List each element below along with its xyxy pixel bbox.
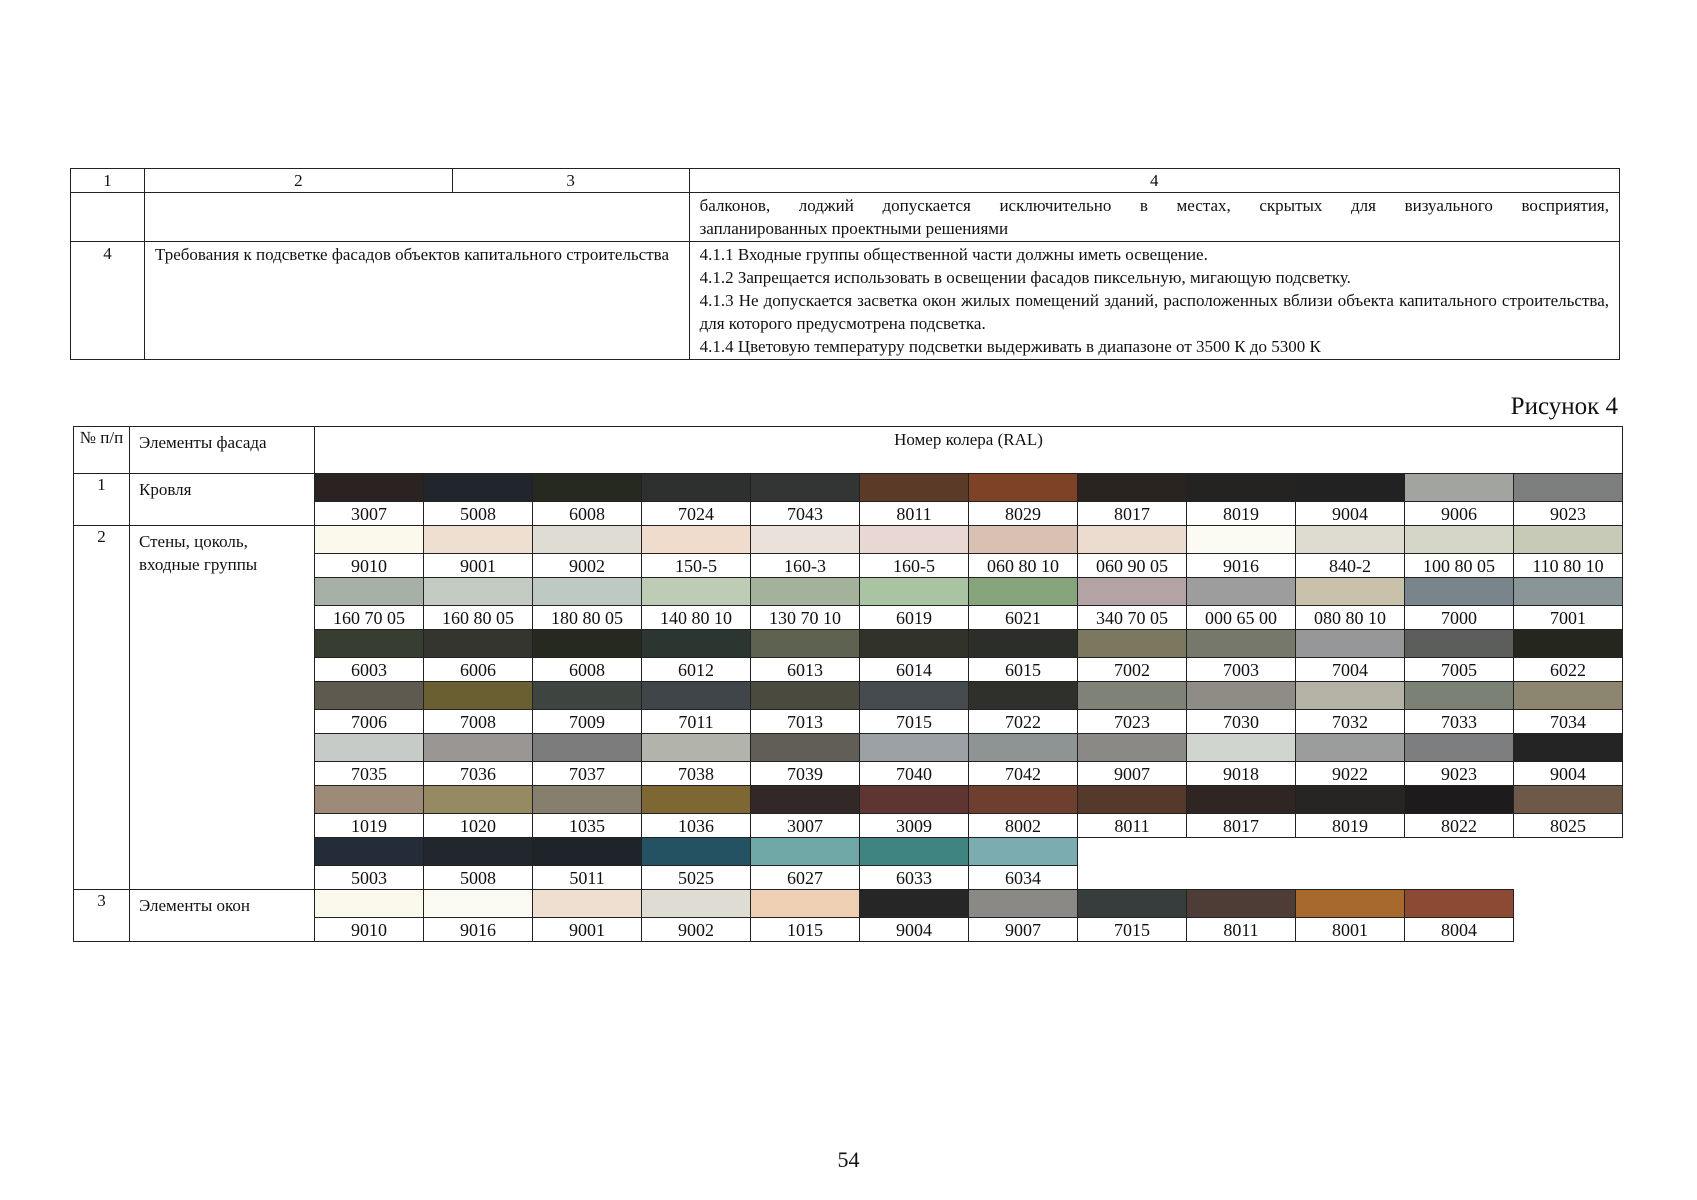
ral-code: 8001 xyxy=(1296,918,1405,942)
color-swatch xyxy=(1078,786,1187,814)
color-swatch xyxy=(1405,526,1514,554)
ral-code: 7000 xyxy=(1405,606,1514,630)
color-swatch xyxy=(1514,682,1623,710)
color-swatch xyxy=(1405,474,1514,502)
figure-label: Рисунок 4 xyxy=(1510,393,1618,420)
color-swatch xyxy=(642,526,751,554)
color-swatch xyxy=(1296,682,1405,710)
ral-code: 9004 xyxy=(860,918,969,942)
ral-code: 160 70 05 xyxy=(315,606,424,630)
color-swatch xyxy=(424,578,533,606)
ral-code: 6014 xyxy=(860,658,969,682)
ral-code: 3007 xyxy=(751,814,860,838)
ral-code: 1020 xyxy=(424,814,533,838)
ral-code: 100 80 05 xyxy=(1405,554,1514,578)
group-number: 1 xyxy=(74,474,130,526)
color-swatch xyxy=(1405,578,1514,606)
color-swatch xyxy=(315,838,424,866)
ral-code: 9001 xyxy=(424,554,533,578)
ral-code: 7001 xyxy=(1514,606,1623,630)
color-swatch xyxy=(642,786,751,814)
color-swatch xyxy=(642,578,751,606)
ral-code: 9022 xyxy=(1296,762,1405,786)
color-swatch xyxy=(1514,474,1623,502)
ral-code: 7036 xyxy=(424,762,533,786)
ral-code: 9007 xyxy=(1078,762,1187,786)
ral-code: 8017 xyxy=(1078,502,1187,526)
color-swatch xyxy=(1187,786,1296,814)
ral-code: 7006 xyxy=(315,710,424,734)
ral-code: 8019 xyxy=(1187,502,1296,526)
ral-code: 7030 xyxy=(1187,710,1296,734)
color-swatch xyxy=(1405,786,1514,814)
ral-code: 7037 xyxy=(533,762,642,786)
ral-code: 9023 xyxy=(1514,502,1623,526)
requirement-item: 4.1.3 Не допускается засветка окон жилых помещений зданий, расположенных вблизи объекта капитального строительства, для которого предусмотрена подсветка. xyxy=(699,291,1609,333)
color-swatch xyxy=(1187,474,1296,502)
color-swatch xyxy=(315,682,424,710)
color-swatch xyxy=(969,734,1078,762)
ral-code: 3009 xyxy=(860,814,969,838)
continuation-line-1: балконов, лоджий допускается исключительно в местах, скрытых для визуального восприятия, xyxy=(699,196,1609,215)
color-swatch xyxy=(533,734,642,762)
color-swatch xyxy=(969,578,1078,606)
ral-code: 5003 xyxy=(315,866,424,890)
color-swatch xyxy=(1078,474,1187,502)
color-swatch xyxy=(860,474,969,502)
color-swatch xyxy=(1296,630,1405,658)
header-ral-number: Номер колера (RAL) xyxy=(315,427,1623,474)
ral-code: 7015 xyxy=(1078,918,1187,942)
color-swatch xyxy=(424,838,533,866)
color-swatch xyxy=(424,474,533,502)
ral-code: 7040 xyxy=(860,762,969,786)
ral-code: 7034 xyxy=(1514,710,1623,734)
ral-code: 6034 xyxy=(969,866,1078,890)
ral-code: 9016 xyxy=(424,918,533,942)
ral-code: 150-5 xyxy=(642,554,751,578)
color-swatch xyxy=(642,734,751,762)
ral-code: 180 80 05 xyxy=(533,606,642,630)
continuation-title xyxy=(144,193,689,242)
color-swatch xyxy=(860,838,969,866)
ral-code: 8022 xyxy=(1405,814,1514,838)
color-swatch xyxy=(751,734,860,762)
ral-code: 9018 xyxy=(1187,762,1296,786)
color-swatch xyxy=(424,682,533,710)
color-swatch xyxy=(969,838,1078,866)
requirements-table xyxy=(70,168,1620,360)
ral-code: 110 80 10 xyxy=(1514,554,1623,578)
ral-code: 7043 xyxy=(751,502,860,526)
color-swatch xyxy=(424,890,533,918)
color-swatch xyxy=(969,890,1078,918)
color-swatch xyxy=(642,474,751,502)
ral-code: 7003 xyxy=(1187,658,1296,682)
ral-code: 8029 xyxy=(969,502,1078,526)
color-swatch xyxy=(751,838,860,866)
requirement-num: 4 xyxy=(71,242,145,360)
color-swatch xyxy=(533,474,642,502)
ral-code: 7023 xyxy=(1078,710,1187,734)
requirement-items xyxy=(689,242,1619,360)
color-swatch xyxy=(1405,682,1514,710)
color-swatch xyxy=(751,890,860,918)
color-swatch xyxy=(1405,890,1514,918)
ral-code: 080 80 10 xyxy=(1296,606,1405,630)
ral-code: 9010 xyxy=(315,554,424,578)
color-swatch xyxy=(1187,734,1296,762)
color-swatch xyxy=(1514,526,1623,554)
color-swatch xyxy=(315,786,424,814)
ral-code: 160 80 05 xyxy=(424,606,533,630)
ral-code: 6021 xyxy=(969,606,1078,630)
ral-color-table-body xyxy=(74,427,1623,942)
color-swatch xyxy=(424,526,533,554)
group-number: 2 xyxy=(74,526,130,890)
color-swatch xyxy=(424,786,533,814)
color-swatch xyxy=(860,890,969,918)
ral-code: 7011 xyxy=(642,710,751,734)
ral-color-table xyxy=(73,426,1623,942)
ral-code: 5008 xyxy=(424,502,533,526)
color-swatch xyxy=(315,734,424,762)
ral-code: 6022 xyxy=(1514,658,1623,682)
color-swatch xyxy=(860,786,969,814)
ral-code: 8017 xyxy=(1187,814,1296,838)
color-swatch xyxy=(642,630,751,658)
color-swatch xyxy=(1078,630,1187,658)
color-swatch xyxy=(1514,786,1623,814)
ral-code: 7004 xyxy=(1296,658,1405,682)
color-swatch xyxy=(1187,526,1296,554)
ral-code: 1015 xyxy=(751,918,860,942)
continuation-text xyxy=(689,193,1619,242)
ral-code: 8011 xyxy=(1187,918,1296,942)
header-col-1: 1 xyxy=(71,169,145,193)
ral-code: 7022 xyxy=(969,710,1078,734)
ral-code: 7038 xyxy=(642,762,751,786)
ral-code: 6008 xyxy=(533,502,642,526)
ral-code: 5008 xyxy=(424,866,533,890)
ral-code: 7005 xyxy=(1405,658,1514,682)
facade-element-name: Кровля xyxy=(130,474,315,526)
requirement-item: 4.1.4 Цветовую температуру подсветки выдерживать в диапазоне от 3500 К до 5300 К xyxy=(699,337,1321,356)
color-swatch xyxy=(969,682,1078,710)
ral-code: 6012 xyxy=(642,658,751,682)
color-swatch xyxy=(860,630,969,658)
empty-cell xyxy=(1514,890,1623,942)
color-swatch xyxy=(1296,734,1405,762)
ral-code: 060 90 05 xyxy=(1078,554,1187,578)
color-swatch xyxy=(1187,890,1296,918)
ral-code: 9002 xyxy=(642,918,751,942)
ral-code: 9007 xyxy=(969,918,1078,942)
color-swatch xyxy=(315,474,424,502)
ral-code: 7009 xyxy=(533,710,642,734)
color-swatch xyxy=(533,682,642,710)
ral-code: 3007 xyxy=(315,502,424,526)
continuation-row xyxy=(71,193,1620,242)
color-swatch xyxy=(969,630,1078,658)
ral-code: 6008 xyxy=(533,658,642,682)
ral-code: 7015 xyxy=(860,710,969,734)
color-swatch xyxy=(1078,682,1187,710)
ral-code: 1035 xyxy=(533,814,642,838)
requirement-row-4 xyxy=(71,242,1620,360)
ral-code: 8011 xyxy=(860,502,969,526)
ral-code: 1036 xyxy=(642,814,751,838)
ral-code: 000 65 00 xyxy=(1187,606,1296,630)
swatch-row xyxy=(74,890,1623,918)
ral-code: 7013 xyxy=(751,710,860,734)
ral-code: 6033 xyxy=(860,866,969,890)
header-number: № п/п xyxy=(74,427,130,474)
ral-code: 9001 xyxy=(533,918,642,942)
color-swatch xyxy=(1514,630,1623,658)
color-swatch xyxy=(969,786,1078,814)
swatch-row xyxy=(74,474,1623,502)
ral-code: 7032 xyxy=(1296,710,1405,734)
empty-cell xyxy=(1078,838,1623,890)
ral-code: 7002 xyxy=(1078,658,1187,682)
continuation-num xyxy=(71,193,145,242)
ral-code: 160-5 xyxy=(860,554,969,578)
ral-code: 6006 xyxy=(424,658,533,682)
color-swatch xyxy=(969,474,1078,502)
ral-code: 9010 xyxy=(315,918,424,942)
color-swatch xyxy=(315,526,424,554)
ral-code: 9002 xyxy=(533,554,642,578)
color-swatch xyxy=(860,526,969,554)
color-swatch xyxy=(315,890,424,918)
color-swatch xyxy=(642,838,751,866)
color-swatch xyxy=(533,890,642,918)
color-swatch xyxy=(424,734,533,762)
facade-element-name: Элементы окон xyxy=(130,890,315,942)
color-swatch xyxy=(751,786,860,814)
color-swatch xyxy=(1514,734,1623,762)
color-swatch xyxy=(315,630,424,658)
ral-code: 6015 xyxy=(969,658,1078,682)
color-swatch xyxy=(1187,630,1296,658)
facade-element-name: Стены, цоколь, входные группы xyxy=(130,526,315,890)
header-row xyxy=(71,169,1620,193)
color-swatch xyxy=(533,786,642,814)
color-swatch xyxy=(1296,526,1405,554)
ral-code: 6019 xyxy=(860,606,969,630)
color-swatch xyxy=(751,474,860,502)
color-swatch xyxy=(860,734,969,762)
color-swatch xyxy=(642,682,751,710)
requirement-item: 4.1.2 Запрещается использовать в освещении фасадов пиксельную, мигающую подсветку. xyxy=(699,268,1351,287)
color-swatch xyxy=(1296,578,1405,606)
color-swatch xyxy=(1078,526,1187,554)
color-swatch xyxy=(424,630,533,658)
color-swatch xyxy=(969,526,1078,554)
ral-code: 840-2 xyxy=(1296,554,1405,578)
ral-code: 340 70 05 xyxy=(1078,606,1187,630)
ral-code: 6003 xyxy=(315,658,424,682)
requirement-item: 4.1.1 Входные группы общественной части должны иметь освещение. xyxy=(699,245,1208,264)
ral-code: 8002 xyxy=(969,814,1078,838)
color-swatch xyxy=(1296,786,1405,814)
ral-code: 6027 xyxy=(751,866,860,890)
ral-code: 8004 xyxy=(1405,918,1514,942)
ral-code: 9004 xyxy=(1296,502,1405,526)
color-table-header-row xyxy=(74,427,1623,474)
ral-code: 8019 xyxy=(1296,814,1405,838)
ral-code: 7008 xyxy=(424,710,533,734)
ral-code: 5011 xyxy=(533,866,642,890)
color-swatch xyxy=(751,682,860,710)
ral-code: 5025 xyxy=(642,866,751,890)
ral-code: 7035 xyxy=(315,762,424,786)
ral-code: 9006 xyxy=(1405,502,1514,526)
color-swatch xyxy=(1296,474,1405,502)
ral-code: 9023 xyxy=(1405,762,1514,786)
ral-code: 7039 xyxy=(751,762,860,786)
swatch-row xyxy=(74,526,1623,554)
color-swatch xyxy=(1296,890,1405,918)
color-swatch xyxy=(642,890,751,918)
page-number: 54 xyxy=(837,1147,860,1172)
ral-code: 1019 xyxy=(315,814,424,838)
continuation-line-2: запланированных проектными решениями xyxy=(699,219,1009,238)
color-swatch xyxy=(315,578,424,606)
group-number: 3 xyxy=(74,890,130,942)
color-swatch xyxy=(860,578,969,606)
color-swatch xyxy=(751,578,860,606)
color-swatch xyxy=(533,838,642,866)
color-swatch xyxy=(1078,734,1187,762)
header-col-2: 2 xyxy=(144,169,452,193)
color-swatch xyxy=(533,526,642,554)
header-col-3: 3 xyxy=(452,169,689,193)
color-swatch xyxy=(1187,578,1296,606)
ral-code: 7033 xyxy=(1405,710,1514,734)
color-swatch xyxy=(1078,890,1187,918)
color-swatch xyxy=(860,682,969,710)
color-swatch xyxy=(533,630,642,658)
requirement-title: Требования к подсветке фасадов объектов капитального строительства xyxy=(144,242,689,360)
ral-code: 130 70 10 xyxy=(751,606,860,630)
color-swatch xyxy=(1514,578,1623,606)
ral-code: 9016 xyxy=(1187,554,1296,578)
ral-code: 6013 xyxy=(751,658,860,682)
color-swatch xyxy=(1405,630,1514,658)
header-elements: Элементы фасада xyxy=(130,427,315,474)
color-swatch xyxy=(1187,682,1296,710)
ral-code: 140 80 10 xyxy=(642,606,751,630)
ral-code: 8025 xyxy=(1514,814,1623,838)
ral-code: 9004 xyxy=(1514,762,1623,786)
ral-code: 7042 xyxy=(969,762,1078,786)
color-swatch xyxy=(533,578,642,606)
ral-code: 7024 xyxy=(642,502,751,526)
ral-code: 160-3 xyxy=(751,554,860,578)
color-swatch xyxy=(1405,734,1514,762)
color-swatch xyxy=(751,526,860,554)
header-col-4: 4 xyxy=(689,169,1619,193)
ral-code: 8011 xyxy=(1078,814,1187,838)
ral-code: 060 80 10 xyxy=(969,554,1078,578)
color-swatch xyxy=(751,630,860,658)
color-swatch xyxy=(1078,578,1187,606)
